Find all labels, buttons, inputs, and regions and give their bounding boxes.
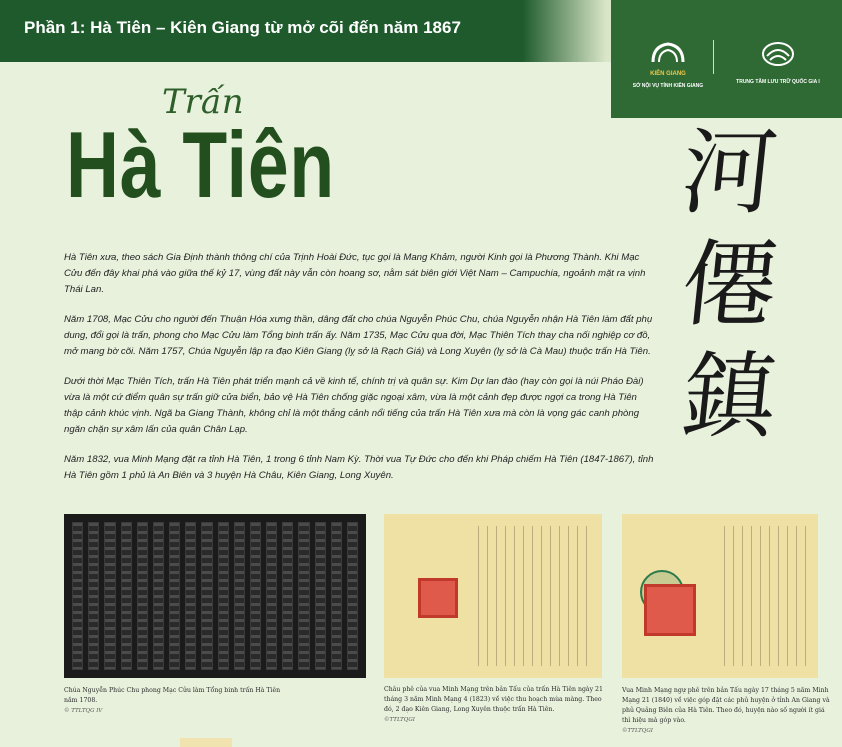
document-text-lines — [716, 526, 806, 666]
title-big: Hà Tiên — [66, 112, 335, 217]
red-seal-icon — [418, 578, 458, 618]
paragraph-3: Dưới thời Mạc Thiên Tích, trấn Hà Tiên phát triển mạnh cả về kinh tế, chính trị và quân sự. Kim Dự lan đào (hay còn gọi là núi Pháo Đài) vừa là một cứ điểm quân sự trấn giữ cửa biển, bảo vệ Hà Tiên chống giặc ngoại xâm, vừa là một cảnh đẹp được ngợi ca trong Hà Tiên thập cảnh khúc vịnh. Ngã ba Giang Thành, không chỉ là một thắng cảnh nổi tiếng của trấn Hà Tiên xưa mà còn là vọng gác canh phòng ngăn chặn sự xâm lấn của quân Chân Lạp. — [64, 376, 644, 435]
archives-emblem-icon — [761, 40, 795, 68]
caption-1: Chúa Nguyễn Phúc Chu phong Mạc Cửu làm Tổng binh trấn Hà Tiên năm 1708. © TTLTQG IV — [64, 687, 281, 714]
paragraph-1: Hà Tiên xưa, theo sách Gia Định thành thông chí của Trịnh Hoài Đức, tục gọi là Mang Khảm, người Kinh gọi là Phương Thành. Khi Mạc Cửu đến đây khai phá vào giữa thế kỷ 17, vùng đất này vẫn còn hoang sơ, nằm sát biên giới Việt Nam – Campuchia, ngoảnh mặt ra vịnh Thái Lan. — [64, 252, 646, 295]
logo-divider — [713, 40, 714, 74]
calligraphy-char-1: 河 — [676, 119, 782, 228]
kien-giang-emblem-icon — [649, 40, 687, 64]
document-image-1840 — [622, 514, 818, 678]
document-text-lines — [470, 526, 590, 666]
bottom-tab — [180, 738, 232, 747]
logo-right-caption: TRUNG TÂM LƯU TRỮ QUỐC GIA I — [736, 79, 820, 85]
kien-giang-word: KIÊN GIANG — [650, 71, 686, 77]
document-image-1823 — [384, 514, 602, 678]
woodblock-image — [64, 514, 366, 678]
archives-logo — [723, 40, 833, 85]
calligraphy-column — [664, 118, 794, 468]
logo-box — [611, 0, 842, 118]
red-seal-icon — [644, 584, 696, 636]
calligraphy-char-2: 僊 — [676, 231, 782, 340]
header-title: Phần 1: Hà Tiên – Kiên Giang từ mở cõi đến năm 1867 — [24, 18, 461, 37]
title-small: Trấn — [162, 82, 244, 122]
caption-2: Châu phê của vua Minh Mạng trên bản Tấu của trấn Hà Tiên ngày 21 tháng 3 năm Minh Mạng 4 (1823) về việc thu hoạch mùa màng. Theo đó, 2 đạo Kiên Giang, Long Xuyên thuộc trấn Hà Tiên. ©TTLTQGI — [384, 686, 603, 723]
logo-left-caption: SỞ NỘI VỤ TỈNH KIÊN GIANG — [632, 83, 704, 89]
kien-giang-logo — [623, 40, 713, 89]
paragraph-4: Năm 1832, vua Minh Mạng đặt ra tỉnh Hà Tiên, 1 trong 6 tỉnh Nam Kỳ. Thời vua Tự Đức cho đến khi Pháp chiếm Hà Tiên (1847-1867), tỉnh Hà Tiên gồm 1 phủ là An Biên và 3 huyện Hà Châu, Kiên Giang, Long Xuyên. — [64, 454, 654, 481]
caption-3: Vua Minh Mạng ngự phê trên bản Tấu ngày 17 tháng 5 năm Minh Mạng 21 (1840) về việc góp đặt các phủ huyện ở tỉnh An Giang và phủ Quảng Biên của Hà Tiên. Theo đó, huyện nào số người ít giá thì hiệu mà góp vào. ©TTLTQGI — [622, 687, 830, 734]
body-text — [64, 250, 654, 498]
paragraph-2: Năm 1708, Mạc Cửu cho người đến Thuận Hóa xưng thần, dâng đất cho chúa Nguyễn Phúc Chu, chúa Nguyễn nhận Hà Tiên làm đất phụ dung, đổi gọi là trấn, phong cho Mạc Cửu làm Tổng binh trấn ấy. Năm 1735, Mạc Cửu qua đời, Mạc Thiên Tích thay cha nối nghiệp cơ đồ, mở mang bờ cõi. Năm 1757, Chúa Nguyễn lập ra đạo Kiên Giang (lỵ sở là Rạch Giá) và Long Xuyên (lỵ sở là Cà Mau) thuộc trấn Hà Tiên. — [64, 314, 653, 357]
calligraphy-char-3: 鎮 — [676, 343, 782, 452]
